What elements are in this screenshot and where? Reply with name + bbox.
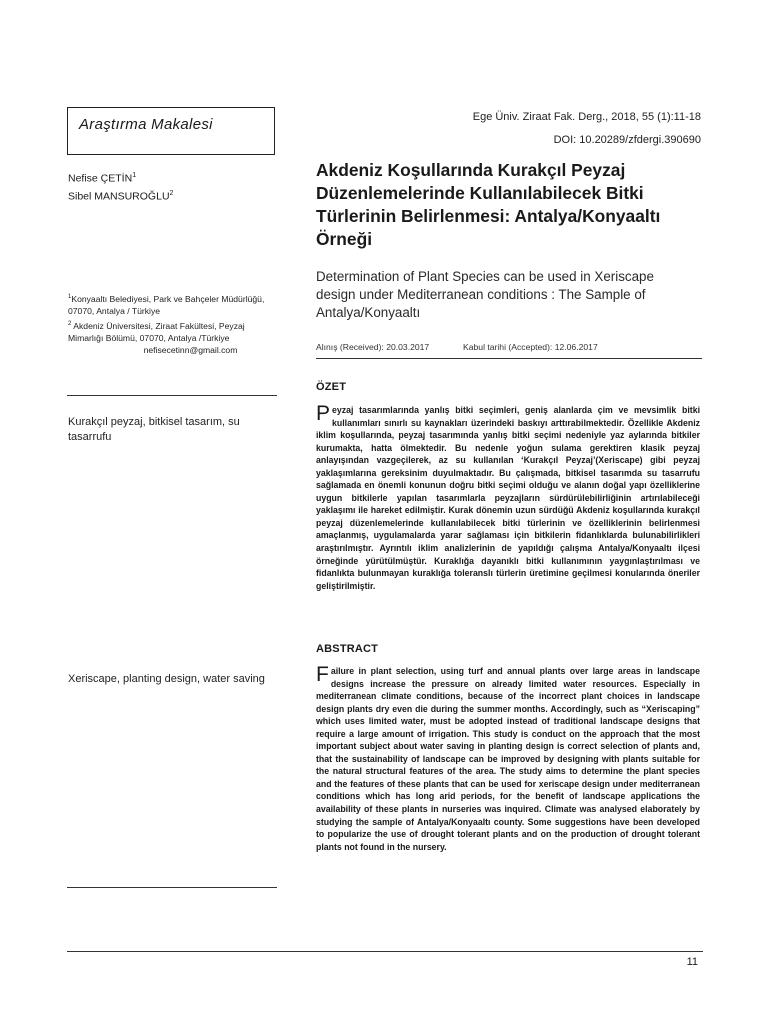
- footer-divider: [67, 951, 703, 952]
- ozet-heading: ÖZET: [316, 381, 347, 393]
- page-number: 11: [686, 956, 698, 968]
- ozet-dropcap: P: [316, 402, 331, 425]
- affiliation-2: [68, 318, 273, 356]
- article-type-label: Araştırma Makalesi: [79, 116, 213, 133]
- author-email[interactable]: nefisecetinn@gmail.com: [143, 344, 238, 355]
- ozet-text: eyzaj tasarımlarında yanlış bitki seçimleri, geniş alanlarda çim ve mevsimlik bitki kullanımları sınırlı su kaynakları üzerindeki baskıyı arttırabilmektedir. Özellikle Akdeniz iklim koşullarında, peyzaj tasarımında yanlış bitki seçimi nedeniyle yaz aylarında bitkiler kurumakta, hatta ölmektedir. Bu nedenle yoğun sulama gerektiren klasik peyzaj anlayışından vazgeçilerek, az su kullanılan ‘Kurakçıl Peyzaj’(Xeriscape) gibi peyzaj yaklaşımlarına gereksinim duyulmaktadır. Bu çalışmada, bitkisel tasarımda su tasarrufu sağlamada en önemli konunun doğru bitki seçimi olduğu ve alanın doğal yapı özelliklerine uygun bitkilerle yapılan tasarımlarla peyzajların sürdürülebilirliğinin artırılabileceği yaklaşımı ile hareket edilmiştir. Kurak dönemin uzun sürdüğü Akdeniz koşullarında kurakçıl peyzaj düzenlemelerinde kullanılabilecek bitki türlerinin ve özelliklerinin belirlenmesi amaçlanmış, uygulamalarda yarar sağlaması için bitkilerin fidanlıklarda bulunabilirlikleri araştırılmıştır. Ayrıntılı iklim analizlerinin de yapıldığı çalışma Antalya/Konyaaltı ilçesi örneğinde yürütülmüştür. Kuraklığa dayanıklı bitki kullanımının yaygınlaştırılması ve fidanlıkta bulunmayan kuraklığa toleranslı türlerin üretimine geçilmesi konularında öneriler geliştirilmiştir.: [316, 405, 700, 591]
- author-name: Nefise ÇETİN: [68, 172, 133, 185]
- affiliation-text: Akdeniz Üniversitesi, Ziraat Fakültesi, Peyzaj: [71, 320, 245, 331]
- title-english: Determination of Plant Species can be used in Xeriscape design under Mediterranean conditions : The Sample of Antalya/Konyaaltı: [316, 269, 654, 320]
- keywords-en: Xeriscape, planting design, water saving: [68, 673, 265, 685]
- affiliation-sup: 2: [68, 321, 72, 327]
- author-2: [68, 190, 173, 203]
- author-1: [68, 172, 136, 185]
- keywords-tr: Kurakçıl peyzaj, bitkisel tasarım, su tasarrufu: [68, 416, 240, 443]
- abstract-body: [316, 665, 700, 853]
- dates-divider: [316, 358, 702, 359]
- author-sup: 1: [132, 172, 137, 179]
- author-sup: 2: [169, 190, 174, 197]
- left-column-divider: [67, 887, 277, 888]
- author-name: Sibel MANSUROĞLU: [68, 190, 170, 203]
- affiliation-text: Mimarlığı Bölümü, 07070, Antalya /Türkiye: [68, 332, 230, 343]
- journal-citation: Ege Üniv. Ziraat Fak. Derg., 2018, 55 (1):11-18: [472, 111, 701, 123]
- affiliation-text: 07070, Antalya / Türkiye: [68, 305, 161, 316]
- abstract-text: ailure in plant selection, using turf and annual plants over large areas in landscape designs increase the pressure on already limited water resources. Especially in mediterranean climate conditions, because of the incorrect plant choices in landscape design plants dry even die during the summer months. Accordingly, such as “Xeriscaping” which uses limited water, must be adopted instead of traditional landscape designs that require a large amount of irrigation. This study is conduct on the approach that the most important subject about water saving in planting design is correct selection of plants and, that the sustainability of landscape can be improved by designing with plants suitable for the natural structural features of the area. The study aims to determine the plant species and the features of these plants that can be used for xeriscape design under mediterranean conditions which has long arid periods, for the benefit of landscape applications the availability of these plants in nurseries was inquired. Climate was analysed elaborately by studying the sample of Antalya/Konyaaltı county. Some suggestions have been developed to popularize the use of drought tolerant plants and on the production of drought tolerant plants not found in the nursery.: [316, 666, 700, 852]
- ozet-body: [316, 404, 700, 592]
- title-turkish: Akdeniz Koşullarında Kurakçıl Peyzaj Düzenlemelerinde Kullanılabilecek Bitki Türlerinin Belirlenmesi: Antalya/Konyaaltı Örneği: [316, 160, 661, 249]
- abstract-heading: ABSTRACT: [316, 643, 379, 655]
- article-type-box: [67, 107, 275, 155]
- keywords-divider: [67, 395, 277, 396]
- affiliation-sup: 1: [68, 294, 72, 300]
- affiliation-text: Konyaaltı Belediyesi, Park ve Bahçeler Müdürlüğü,: [71, 293, 265, 304]
- abstract-dropcap: F: [316, 663, 329, 686]
- journal-doi: DOI: 10.20289/zfdergi.390690: [553, 134, 701, 146]
- received-date: Alınış (Received): 20.03.2017: [316, 342, 430, 352]
- accepted-date: Kabul tarihi (Accepted): 12.06.2017: [463, 342, 598, 352]
- affiliation-1: [68, 291, 273, 317]
